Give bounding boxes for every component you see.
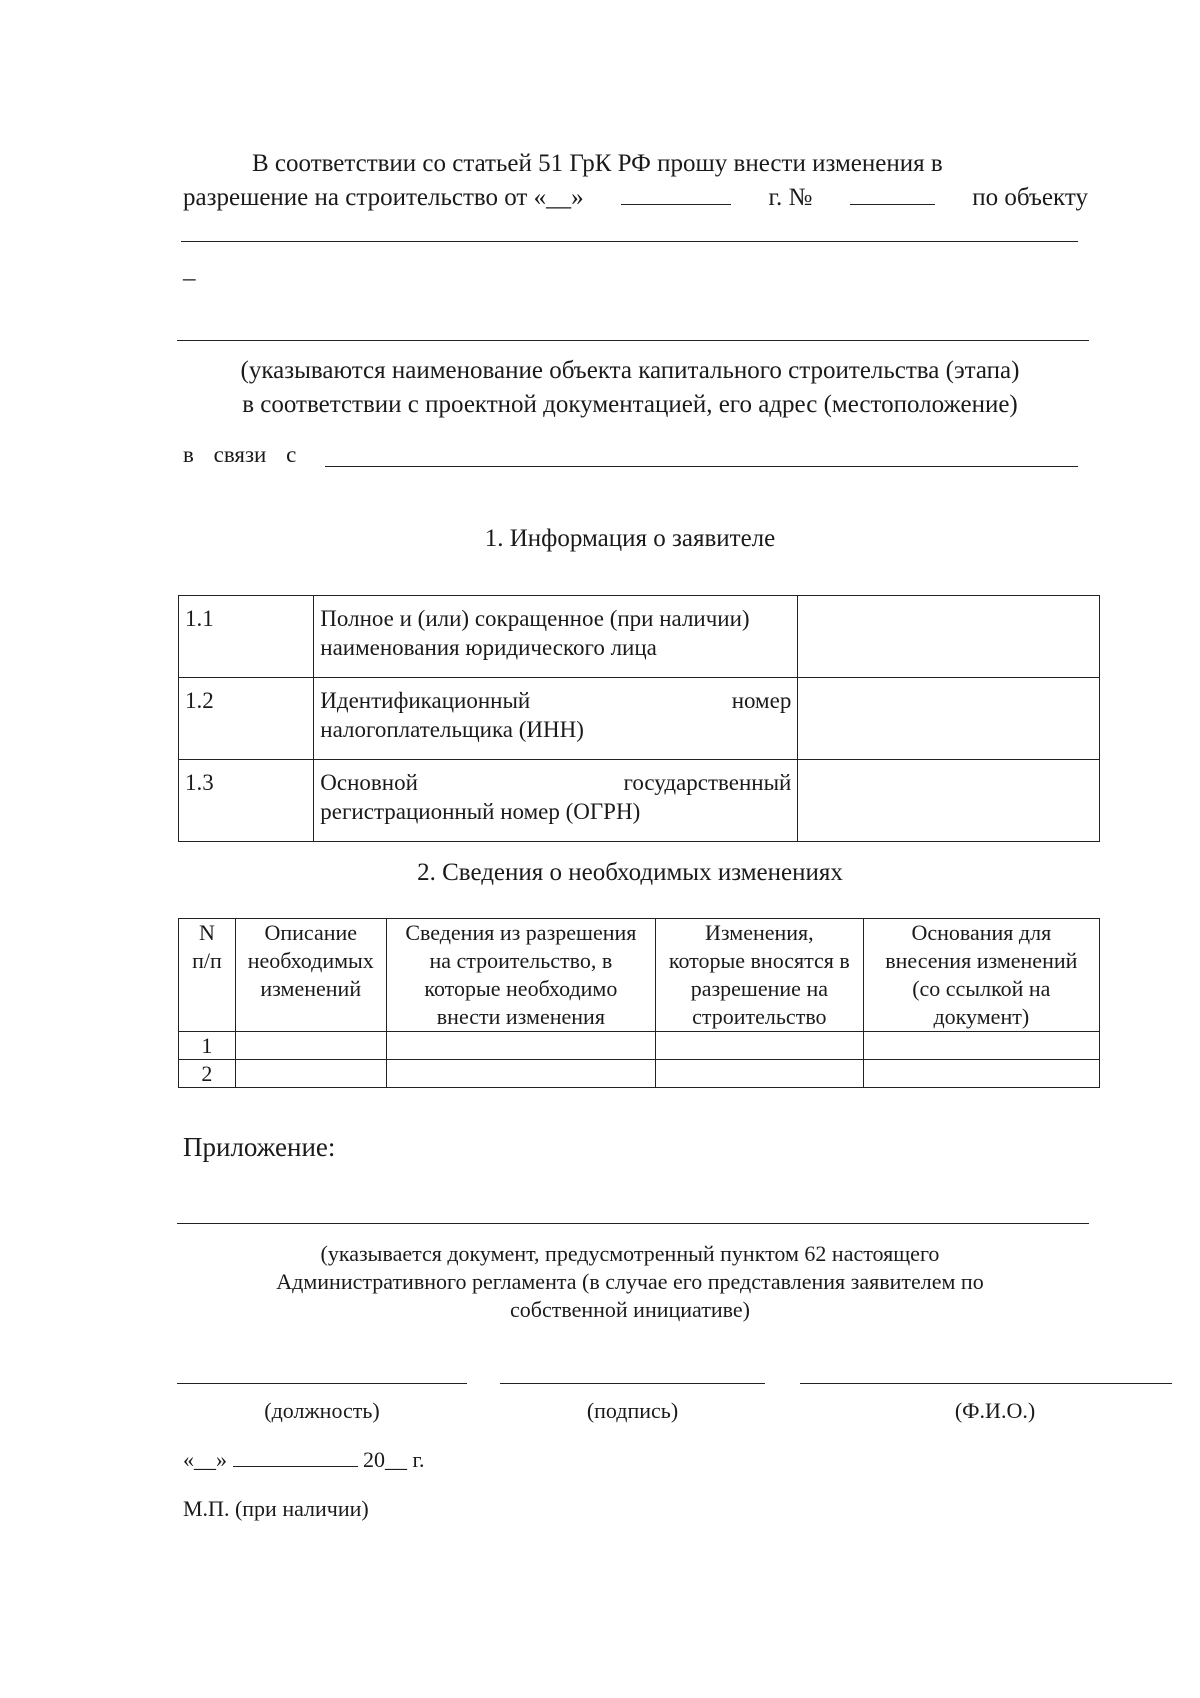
row-label	[314, 760, 798, 842]
header-line: которые необходимо	[424, 976, 618, 1001]
table-row	[179, 678, 1100, 760]
attachment-line[interactable]	[177, 1223, 1089, 1224]
object-hint-line-2: в соответствии с проектной документацией, его адрес (местоположение)	[242, 391, 1018, 418]
header-line: п/п	[192, 948, 222, 973]
attachment-hint-line-2: Административного регламента (в случае его представления заявителем по	[276, 1269, 984, 1294]
header-line: изменений	[260, 976, 362, 1001]
row-label-line-2: регистрационный номер (ОГРН)	[320, 799, 641, 824]
ogrn-field[interactable]	[798, 760, 1100, 842]
table-header-row	[179, 919, 1100, 1032]
header-permit-info	[386, 919, 655, 1032]
row-number: 1	[179, 1032, 236, 1060]
intro-line-2	[183, 182, 1088, 214]
row-label	[314, 596, 798, 678]
row-number: 1.2	[179, 678, 314, 760]
date-month-blank[interactable]	[233, 1448, 358, 1467]
name-caption: (Ф.И.О.)	[954, 1398, 1036, 1423]
row-label-word: государственный	[623, 770, 792, 795]
date-blank[interactable]	[621, 182, 731, 205]
row-label-line-2: налогоплательщика (ИНН)	[320, 717, 584, 742]
header-line: N	[198, 920, 215, 945]
object-hint-line-1: (указываются наименование объекта капитального строительства (этапа)	[240, 357, 1020, 384]
grounds-cell[interactable]	[863, 1032, 1099, 1060]
row-number: 1.1	[179, 596, 314, 678]
header-line: на строительство, в	[429, 948, 613, 973]
row-label	[314, 678, 798, 760]
signature-caption: (подпись)	[586, 1398, 679, 1423]
applicant-table	[178, 595, 1100, 842]
stamp-note: М.П. (при наличии)	[183, 1496, 369, 1521]
header-line: Сведения из разрешения	[405, 920, 637, 945]
header-line: строительство	[692, 1004, 827, 1029]
header-line: которые вносятся в	[668, 948, 850, 973]
permit-number-blank[interactable]	[850, 182, 935, 205]
permit-info-cell[interactable]	[386, 1032, 655, 1060]
changes-cell[interactable]	[656, 1032, 864, 1060]
intro-line-2-year: г. №	[768, 184, 813, 211]
header-line: (со ссылкой на	[912, 976, 1051, 1001]
row-label-line-1	[320, 686, 791, 715]
header-line: разрешение на	[690, 976, 828, 1001]
object-dash: _	[183, 256, 196, 283]
position-caption: (должность)	[264, 1398, 380, 1423]
header-changes	[656, 919, 864, 1032]
object-line-1[interactable]	[181, 241, 1078, 242]
intro-line-2-end: по объекту	[972, 184, 1088, 211]
name-line[interactable]	[800, 1383, 1172, 1384]
header-number	[179, 919, 236, 1032]
attachment-hint-line-3: собственной инициативе)	[510, 1297, 750, 1322]
header-grounds	[863, 919, 1099, 1032]
header-line: внести изменения	[436, 1004, 605, 1029]
inn-field[interactable]	[798, 678, 1100, 760]
table-row	[179, 1060, 1100, 1088]
table-row	[179, 760, 1100, 842]
intro-line-1: В соответствии со статьей 51 ГрК РФ прошу внести изменения в	[252, 150, 943, 177]
header-line: внесения изменений	[885, 948, 1078, 973]
date-year: 20__ г.	[363, 1447, 425, 1472]
intro-line-2-start: разрешение на строительство от «__»	[183, 184, 584, 211]
table-row	[179, 596, 1100, 678]
attachment-hint-line-1: (указывается документ, предусмотренный пунктом 62 настоящего	[320, 1241, 940, 1266]
position-line[interactable]	[177, 1383, 467, 1384]
legal-entity-name-field[interactable]	[798, 596, 1100, 678]
header-description	[235, 919, 386, 1032]
description-cell[interactable]	[235, 1060, 386, 1088]
header-line: Описание	[264, 920, 358, 945]
row-number: 1.3	[179, 760, 314, 842]
description-cell[interactable]	[235, 1032, 386, 1060]
attachment-hint	[150, 1240, 1110, 1324]
header-line: Основания для	[911, 920, 1052, 945]
changes-table	[178, 918, 1100, 1088]
reason-label: в связи с	[183, 442, 297, 467]
table-row	[179, 1032, 1100, 1060]
attachment-label: Приложение:	[183, 1132, 336, 1162]
grounds-cell[interactable]	[863, 1060, 1099, 1088]
signature-line[interactable]	[500, 1383, 765, 1384]
row-label-line-2: наименования юридического лица	[320, 635, 657, 660]
row-label-line-1	[320, 768, 791, 797]
header-line: документ)	[933, 1004, 1030, 1029]
row-label-word: Основной	[320, 770, 418, 795]
permit-info-cell[interactable]	[386, 1060, 655, 1088]
header-line: необходимых	[247, 948, 374, 973]
date-row	[183, 1446, 425, 1474]
changes-cell[interactable]	[656, 1060, 864, 1088]
row-label-word: номер	[731, 688, 792, 713]
row-number: 2	[179, 1060, 236, 1088]
date-day: «__»	[183, 1447, 227, 1472]
reason-line[interactable]	[325, 466, 1078, 467]
row-label-word: Идентификационный	[320, 688, 531, 713]
section-2-title: 2. Сведения о необходимых изменениях	[417, 859, 843, 886]
object-line-2[interactable]	[177, 340, 1089, 341]
row-label-line-1: Полное и (или) сокращенное (при наличии)	[320, 606, 750, 631]
section-1-title: 1. Информация о заявителе	[484, 525, 776, 552]
header-line: Изменения,	[705, 920, 814, 945]
